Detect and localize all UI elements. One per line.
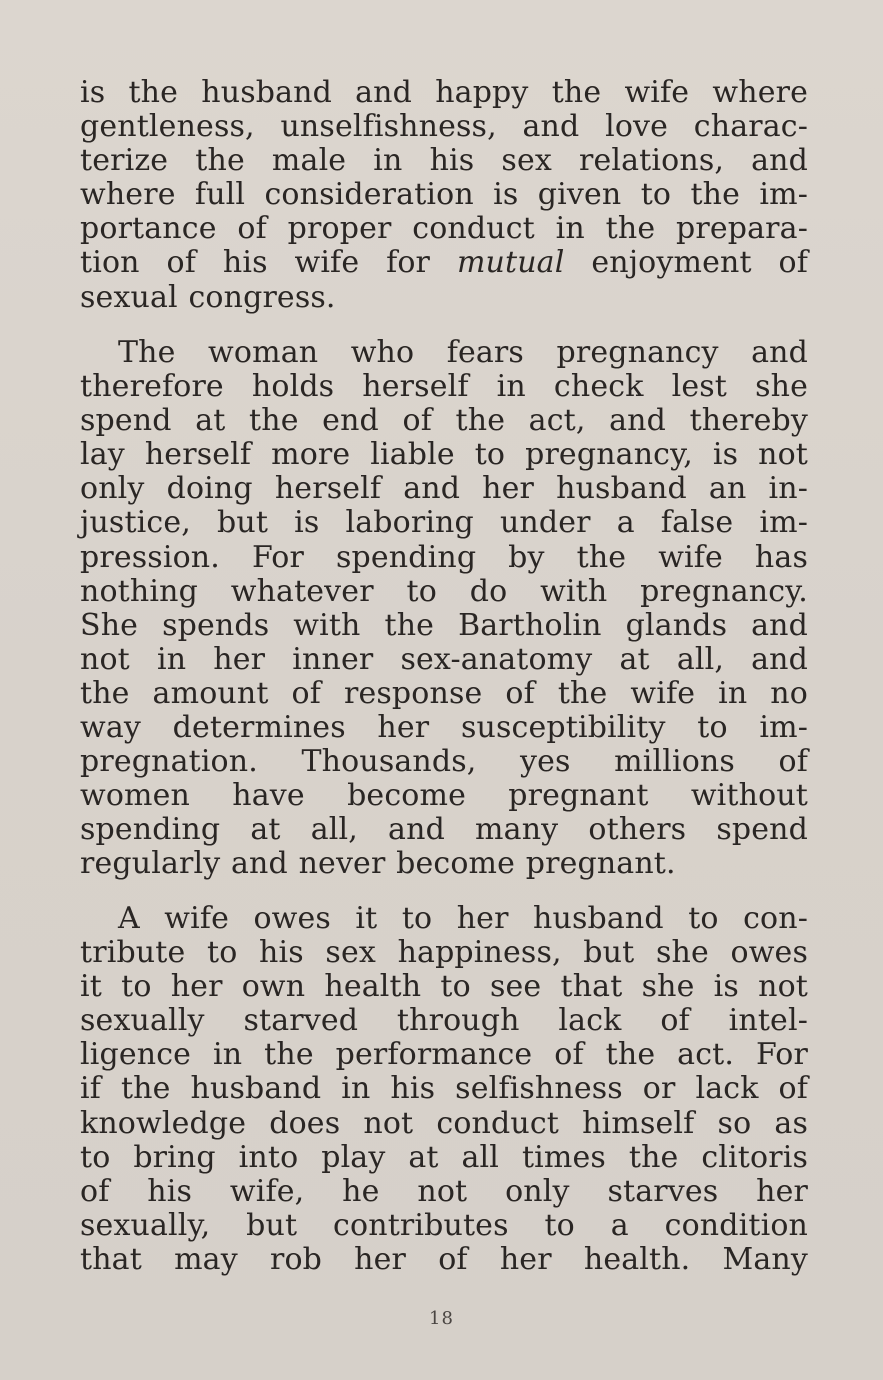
text-line: portance of proper conduct in the prepara- <box>80 211 808 247</box>
text-line: pregnation. Thousands, yes millions of <box>80 744 808 780</box>
text-line: The woman who fears pregnancy and <box>118 335 808 370</box>
page-number: 18 <box>429 1308 454 1329</box>
text-line: ligence in the performance of the act. For <box>80 1037 808 1073</box>
text-line: the amount of response of the wife in no <box>80 675 808 711</box>
text-line: that may rob her of her health. Many <box>80 1241 808 1277</box>
text-line: justice, but is laboring under a false im- <box>80 505 808 541</box>
text-line: if the husband in his selfishness or lack of <box>80 1071 808 1107</box>
text-line: spending at all, and many others spend <box>80 812 808 848</box>
text-line: A wife owes it to her husband to con- <box>118 901 808 936</box>
emphasized-word: mutual <box>456 245 565 281</box>
text-line: She spends with the Bartholin glands and <box>80 607 808 643</box>
text-line: of his wife, he not only starves her <box>80 1173 808 1209</box>
text-line: only doing herself and her husband an in- <box>80 471 808 507</box>
text-line: to bring into play at all times the clitoris <box>80 1139 808 1175</box>
text-line: gentleness, unselfishness, and love charac- <box>80 109 808 145</box>
text-line: sexually, but contributes to a condition <box>80 1207 808 1243</box>
text-line: way determines her susceptibility to im- <box>80 710 808 746</box>
text-line: nothing whatever to do with pregnancy. <box>80 573 808 609</box>
text-line: tribute to his sex happiness, but she owes <box>80 935 808 971</box>
text-line: where full consideration is given to the im- <box>80 177 808 213</box>
text-line: regularly and never become pregnant. <box>80 846 676 882</box>
text-line: pression. For spending by the wife has <box>80 539 808 575</box>
text-line: sexual congress. <box>80 279 336 315</box>
text-line-with-emphasis: tion of his wife for mutual enjoyment of <box>80 245 809 281</box>
paragraph-3 <box>80 902 808 1277</box>
text-line: terize the male in his sex relations, and <box>80 143 808 179</box>
text-line: not in her inner sex-anatomy at all, and <box>80 641 808 677</box>
text-line: spend at the end of the act, and thereby <box>80 403 808 439</box>
paragraph-1 <box>80 76 808 315</box>
paragraph-2 <box>80 336 808 882</box>
text-line: lay herself more liable to pregnancy, is not <box>80 437 808 473</box>
text-line: therefore holds herself in check lest she <box>80 369 808 405</box>
text-line: sexually starved through lack of intel- <box>80 1003 808 1039</box>
text-line: is the husband and happy the wife where <box>80 75 808 110</box>
text-line: women have become pregnant without <box>80 778 808 814</box>
text-line: it to her own health to see that she is not <box>80 969 808 1005</box>
text-line: knowledge does not conduct himself so as <box>80 1105 808 1141</box>
